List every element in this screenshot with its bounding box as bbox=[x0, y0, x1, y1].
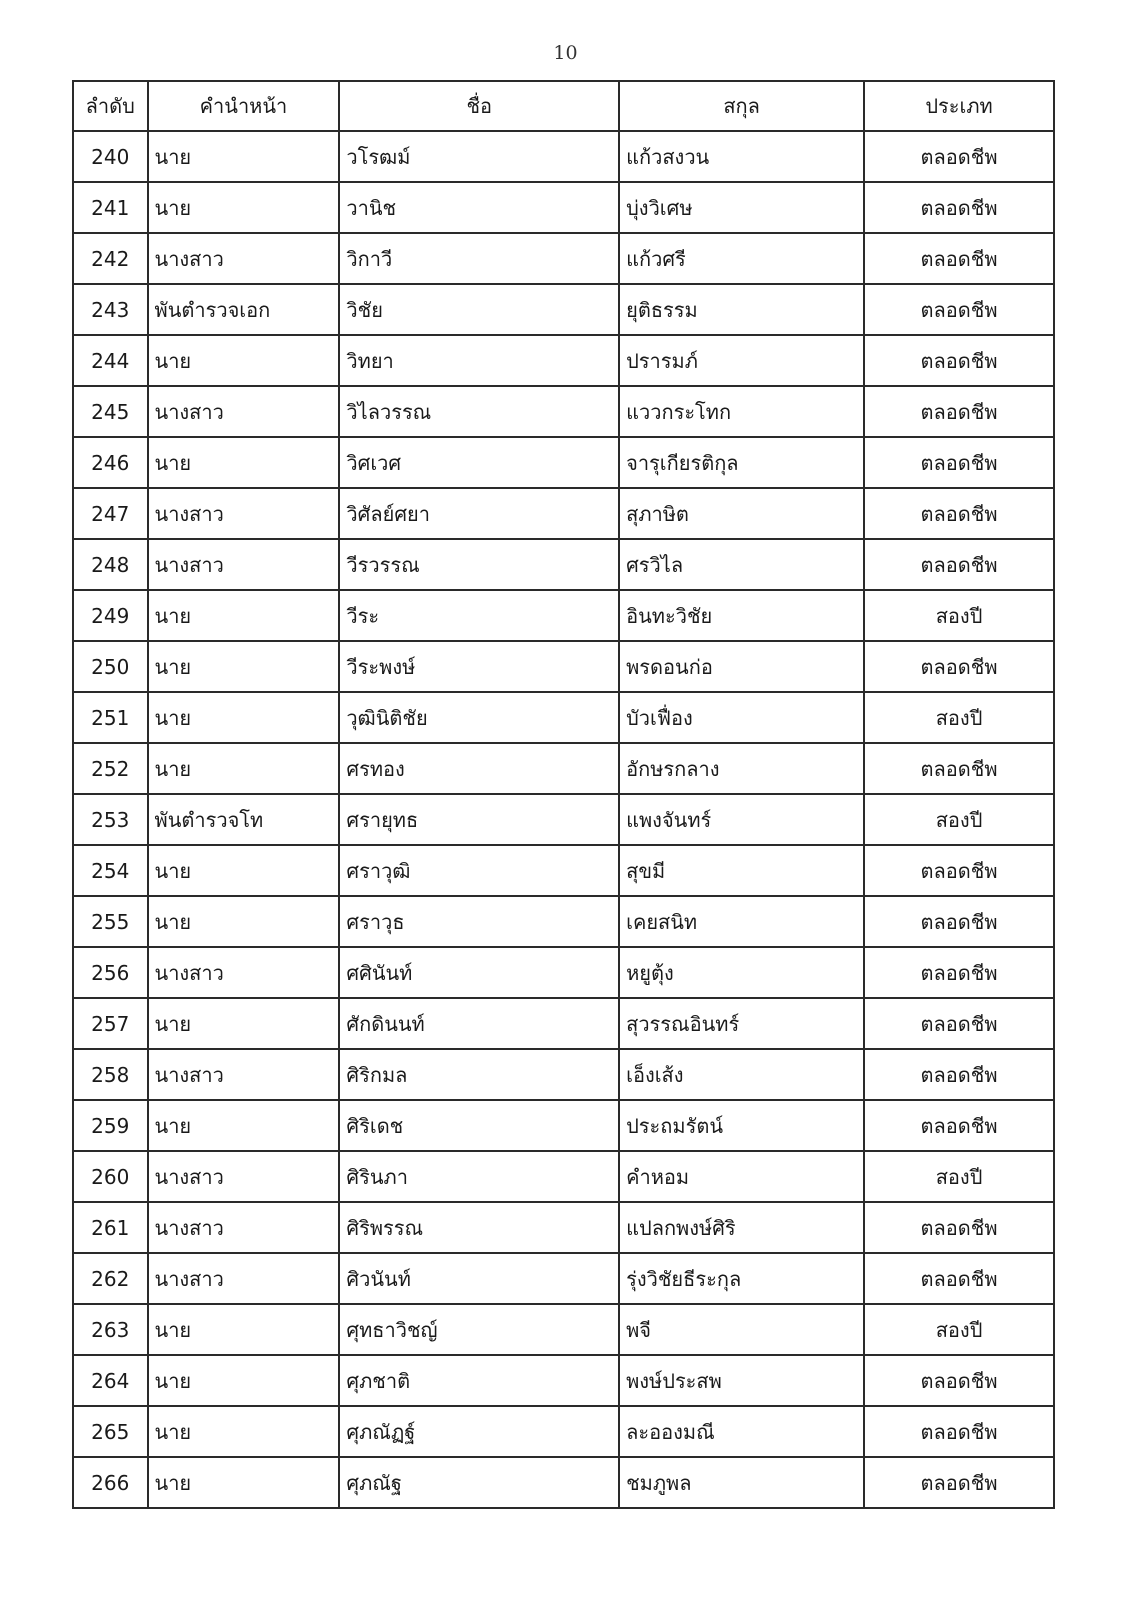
row-type: ตลอดชีพ bbox=[864, 335, 1054, 386]
row-last-name: ปรารมภ์ bbox=[619, 335, 864, 386]
table-row bbox=[73, 182, 1054, 233]
row-number: 249 bbox=[73, 590, 148, 641]
row-number: 248 bbox=[73, 539, 148, 590]
row-type: สองปี bbox=[864, 590, 1054, 641]
row-last-name: พจี bbox=[619, 1304, 864, 1355]
row-number: 252 bbox=[73, 743, 148, 794]
row-number: 255 bbox=[73, 896, 148, 947]
row-last-name: ประถมรัตน์ bbox=[619, 1100, 864, 1151]
row-number: 241 bbox=[73, 182, 148, 233]
row-prefix: นาย bbox=[148, 1304, 340, 1355]
table-row bbox=[73, 386, 1054, 437]
row-first-name: วีระพงษ์ bbox=[339, 641, 619, 692]
table-header bbox=[73, 81, 1054, 131]
row-prefix: นาย bbox=[148, 131, 340, 182]
row-first-name: ศิรินภา bbox=[339, 1151, 619, 1202]
row-last-name: แววกระโทก bbox=[619, 386, 864, 437]
row-type: ตลอดชีพ bbox=[864, 488, 1054, 539]
row-number: 244 bbox=[73, 335, 148, 386]
row-number: 242 bbox=[73, 233, 148, 284]
row-type: สองปี bbox=[864, 692, 1054, 743]
row-prefix: นาย bbox=[148, 845, 340, 896]
row-type: ตลอดชีพ bbox=[864, 437, 1054, 488]
row-type: สองปี bbox=[864, 1151, 1054, 1202]
row-first-name: ศุภชาติ bbox=[339, 1355, 619, 1406]
row-prefix: นาย bbox=[148, 335, 340, 386]
table-row bbox=[73, 335, 1054, 386]
row-first-name: ศราวุฒิ bbox=[339, 845, 619, 896]
row-type: สองปี bbox=[864, 794, 1054, 845]
row-last-name: ยุติธรรม bbox=[619, 284, 864, 335]
row-prefix: นาย bbox=[148, 692, 340, 743]
table-row bbox=[73, 1253, 1054, 1304]
row-number: 261 bbox=[73, 1202, 148, 1253]
row-last-name: บัวเฟื่อง bbox=[619, 692, 864, 743]
row-last-name: คำหอม bbox=[619, 1151, 864, 1202]
row-last-name: สุวรรณอินทร์ bbox=[619, 998, 864, 1049]
row-first-name: ศุทธาวิชญ์ bbox=[339, 1304, 619, 1355]
row-number: 254 bbox=[73, 845, 148, 896]
row-number: 243 bbox=[73, 284, 148, 335]
table-row bbox=[73, 641, 1054, 692]
row-last-name: บุ่งวิเศษ bbox=[619, 182, 864, 233]
row-last-name: พงษ์ประสพ bbox=[619, 1355, 864, 1406]
row-prefix: นาย bbox=[148, 182, 340, 233]
row-number: 258 bbox=[73, 1049, 148, 1100]
row-number: 265 bbox=[73, 1406, 148, 1457]
header-last-name: สกุล bbox=[619, 81, 864, 131]
row-prefix: นาย bbox=[148, 590, 340, 641]
row-prefix: พันตำรวจโท bbox=[148, 794, 340, 845]
row-number: 263 bbox=[73, 1304, 148, 1355]
row-type: ตลอดชีพ bbox=[864, 845, 1054, 896]
row-last-name: อักษรกลาง bbox=[619, 743, 864, 794]
table-row bbox=[73, 233, 1054, 284]
row-last-name: หยูตุ้ง bbox=[619, 947, 864, 998]
table-row bbox=[73, 590, 1054, 641]
row-type: ตลอดชีพ bbox=[864, 743, 1054, 794]
table-row bbox=[73, 794, 1054, 845]
table-row bbox=[73, 1202, 1054, 1253]
row-prefix: นางสาว bbox=[148, 539, 340, 590]
row-first-name: ศุภณัฐ bbox=[339, 1457, 619, 1508]
row-first-name: วิไลวรรณ bbox=[339, 386, 619, 437]
table-row bbox=[73, 845, 1054, 896]
table-body bbox=[73, 131, 1054, 1508]
row-type: ตลอดชีพ bbox=[864, 1457, 1054, 1508]
row-type: ตลอดชีพ bbox=[864, 947, 1054, 998]
row-prefix: นางสาว bbox=[148, 1253, 340, 1304]
row-type: สองปี bbox=[864, 1304, 1054, 1355]
row-type: ตลอดชีพ bbox=[864, 998, 1054, 1049]
row-prefix: นาย bbox=[148, 896, 340, 947]
row-prefix: นาย bbox=[148, 1355, 340, 1406]
row-type: ตลอดชีพ bbox=[864, 896, 1054, 947]
table-row bbox=[73, 1304, 1054, 1355]
row-number: 266 bbox=[73, 1457, 148, 1508]
row-type: ตลอดชีพ bbox=[864, 131, 1054, 182]
header-type: ประเภท bbox=[864, 81, 1054, 131]
row-first-name: วีรวรรณ bbox=[339, 539, 619, 590]
row-first-name: ศิวนันท์ bbox=[339, 1253, 619, 1304]
row-number: 253 bbox=[73, 794, 148, 845]
row-type: ตลอดชีพ bbox=[864, 182, 1054, 233]
row-last-name: เอ็งเส้ง bbox=[619, 1049, 864, 1100]
table-row bbox=[73, 1049, 1054, 1100]
row-last-name: แก้วสงวน bbox=[619, 131, 864, 182]
row-number: 256 bbox=[73, 947, 148, 998]
row-first-name: วิกาวี bbox=[339, 233, 619, 284]
row-type: ตลอดชีพ bbox=[864, 1253, 1054, 1304]
table-row bbox=[73, 1457, 1054, 1508]
row-first-name: ศรายุทธ bbox=[339, 794, 619, 845]
row-type: ตลอดชีพ bbox=[864, 539, 1054, 590]
row-last-name: ชมภูพล bbox=[619, 1457, 864, 1508]
row-number: 259 bbox=[73, 1100, 148, 1151]
row-prefix: นาย bbox=[148, 743, 340, 794]
row-prefix: นางสาว bbox=[148, 488, 340, 539]
row-first-name: วิชัย bbox=[339, 284, 619, 335]
row-number: 245 bbox=[73, 386, 148, 437]
row-type: ตลอดชีพ bbox=[864, 1355, 1054, 1406]
row-first-name: ศราวุธ bbox=[339, 896, 619, 947]
header-first-name: ชื่อ bbox=[339, 81, 619, 131]
table-row bbox=[73, 743, 1054, 794]
row-prefix: นางสาว bbox=[148, 947, 340, 998]
row-first-name: วานิช bbox=[339, 182, 619, 233]
row-last-name: สุขมี bbox=[619, 845, 864, 896]
row-number: 250 bbox=[73, 641, 148, 692]
table-row bbox=[73, 896, 1054, 947]
row-last-name: สุภาษิต bbox=[619, 488, 864, 539]
row-number: 257 bbox=[73, 998, 148, 1049]
row-number: 247 bbox=[73, 488, 148, 539]
page-number: 10 bbox=[553, 42, 578, 64]
table-row bbox=[73, 1406, 1054, 1457]
table-row bbox=[73, 284, 1054, 335]
row-last-name: แก้วศรี bbox=[619, 233, 864, 284]
row-prefix: พันตำรวจเอก bbox=[148, 284, 340, 335]
row-first-name: วโรฒม์ bbox=[339, 131, 619, 182]
row-first-name: วิทยา bbox=[339, 335, 619, 386]
header-no: ลำดับ bbox=[73, 81, 148, 131]
row-type: ตลอดชีพ bbox=[864, 386, 1054, 437]
row-type: ตลอดชีพ bbox=[864, 1406, 1054, 1457]
row-number: 262 bbox=[73, 1253, 148, 1304]
row-type: ตลอดชีพ bbox=[864, 1202, 1054, 1253]
row-prefix: นาย bbox=[148, 998, 340, 1049]
row-prefix: นาย bbox=[148, 1406, 340, 1457]
row-last-name: รุ่งวิชัยธีระกุล bbox=[619, 1253, 864, 1304]
row-number: 251 bbox=[73, 692, 148, 743]
table-row bbox=[73, 998, 1054, 1049]
row-number: 240 bbox=[73, 131, 148, 182]
table-row bbox=[73, 539, 1054, 590]
row-last-name: ละอองมณี bbox=[619, 1406, 864, 1457]
row-prefix: นาย bbox=[148, 437, 340, 488]
row-prefix: นางสาว bbox=[148, 1049, 340, 1100]
row-first-name: ศิริกมล bbox=[339, 1049, 619, 1100]
row-first-name: ศิริเดช bbox=[339, 1100, 619, 1151]
table-row bbox=[73, 437, 1054, 488]
row-number: 264 bbox=[73, 1355, 148, 1406]
row-last-name: แปลกพงษ์ศิริ bbox=[619, 1202, 864, 1253]
row-last-name: แพงจันทร์ bbox=[619, 794, 864, 845]
row-type: ตลอดชีพ bbox=[864, 233, 1054, 284]
row-number: 260 bbox=[73, 1151, 148, 1202]
row-prefix: นาย bbox=[148, 641, 340, 692]
member-table bbox=[72, 80, 1055, 1509]
table-row bbox=[73, 488, 1054, 539]
row-first-name: วุฒินิติชัย bbox=[339, 692, 619, 743]
table-row bbox=[73, 947, 1054, 998]
row-prefix: นางสาว bbox=[148, 1202, 340, 1253]
row-first-name: วิศเวศ bbox=[339, 437, 619, 488]
header-row bbox=[73, 81, 1054, 131]
row-first-name: วิศัลย์ศยา bbox=[339, 488, 619, 539]
row-last-name: อินทะวิชัย bbox=[619, 590, 864, 641]
row-type: ตลอดชีพ bbox=[864, 1049, 1054, 1100]
row-type: ตลอดชีพ bbox=[864, 1100, 1054, 1151]
row-type: ตลอดชีพ bbox=[864, 284, 1054, 335]
table-row bbox=[73, 692, 1054, 743]
row-last-name: ศรวิไล bbox=[619, 539, 864, 590]
header-prefix: คำนำหน้า bbox=[148, 81, 340, 131]
row-first-name: วีระ bbox=[339, 590, 619, 641]
table-row bbox=[73, 1100, 1054, 1151]
row-prefix: นางสาว bbox=[148, 386, 340, 437]
row-last-name: พรดอนก่อ bbox=[619, 641, 864, 692]
row-last-name: จารุเกียรติกุล bbox=[619, 437, 864, 488]
row-type: ตลอดชีพ bbox=[864, 641, 1054, 692]
row-number: 246 bbox=[73, 437, 148, 488]
table-row bbox=[73, 1151, 1054, 1202]
row-first-name: ศักดินนท์ bbox=[339, 998, 619, 1049]
table-row bbox=[73, 1355, 1054, 1406]
row-first-name: ศรทอง bbox=[339, 743, 619, 794]
row-first-name: ศุภณัฏฐ์ bbox=[339, 1406, 619, 1457]
row-prefix: นาย bbox=[148, 1100, 340, 1151]
row-first-name: ศศินันท์ bbox=[339, 947, 619, 998]
row-first-name: ศิริพรรณ bbox=[339, 1202, 619, 1253]
row-prefix: นางสาว bbox=[148, 1151, 340, 1202]
row-last-name: เคยสนิท bbox=[619, 896, 864, 947]
table-row bbox=[73, 131, 1054, 182]
row-prefix: นางสาว bbox=[148, 233, 340, 284]
row-prefix: นาย bbox=[148, 1457, 340, 1508]
